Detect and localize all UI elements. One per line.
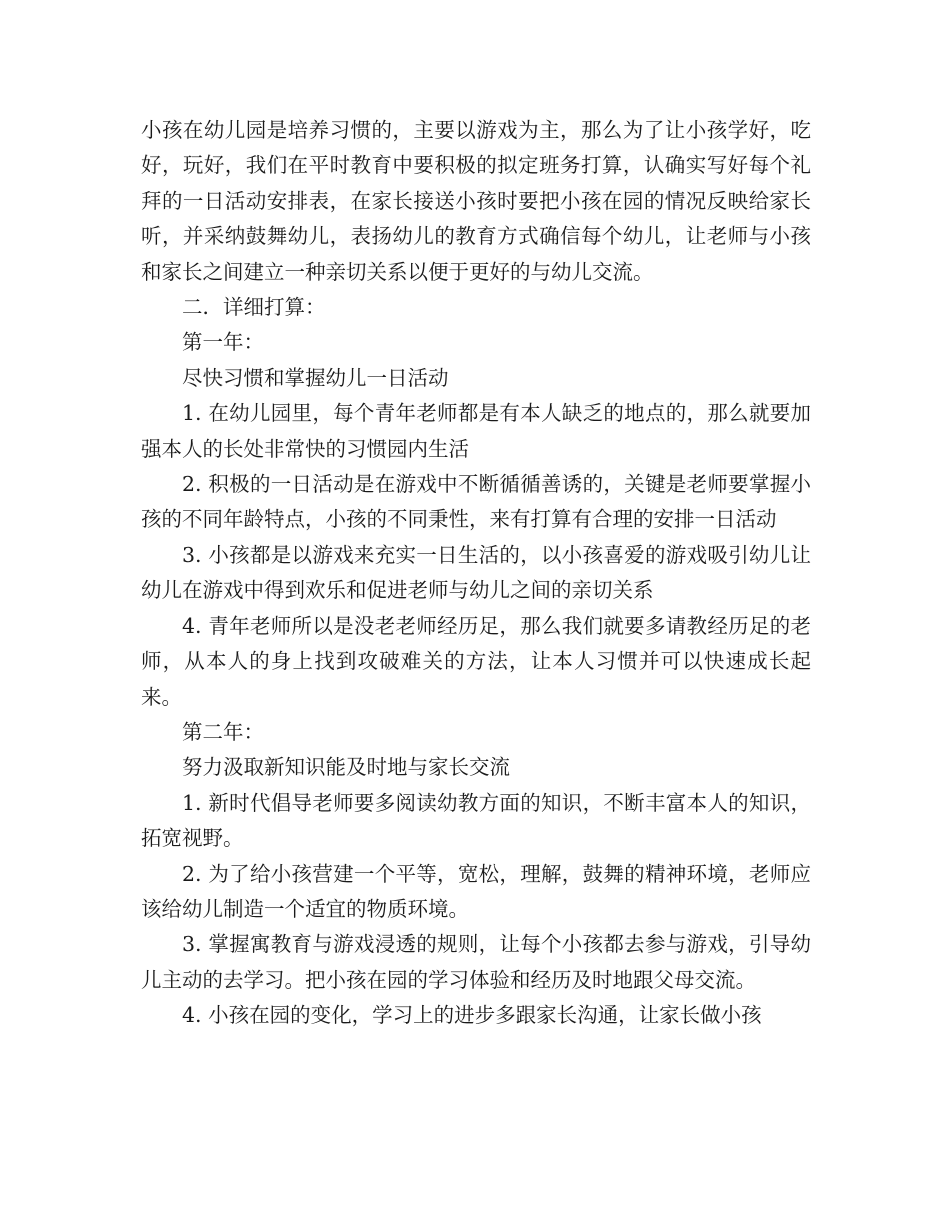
list-item: 1. 新时代倡导老师要多阅读幼教方面的知识，不断丰富本人的知识，拓宽视野。: [141, 790, 811, 851]
list-item: 2. 积极的一日活动是在游戏中不断循循善诱的，关键是老师要掌握小孩的不同年龄特点，小孩的不同秉性，来有打算有合理的安排一日活动: [141, 472, 811, 532]
section-heading-detailed-plan: 二．详细打算：: [182, 295, 326, 320]
list-item: 1. 在幼儿园里，每个青年老师都是有本人缺乏的地点的，那么就要加强本人的长处非常快的习惯园内生活: [141, 401, 811, 461]
list-item: 4. 青年老师所以是没老老师经历足，那么我们就要多请教经历足的老师，从本人的身上找到攻破难关的方法，让本人习惯并可以快速成长起来。: [141, 613, 811, 709]
paragraph-intro: 小孩在幼儿园是培养习惯的，主要以游戏为主，那么为了让小孩学好，吃好，玩好，我们在平时教育中要积极的拟定班务打算，认确实写好每个礼拜的一日活动安排表，在家长接送小孩时要把小孩在园的情况反映给家长听，并采纳鼓舞幼儿，表扬幼儿的教育方式确信每个幼儿，让老师与小孩和家长之间建立一种亲切关系以便于更好的与幼儿交流。: [141, 118, 811, 284]
year-heading-second: 第二年：: [182, 719, 264, 744]
list-item: 2. 为了给小孩营建一个平等，宽松，理解，鼓舞的精神环境，老师应该给幼儿制造一个适宜的物质环境。: [141, 861, 811, 921]
year-heading-first: 第一年：: [182, 330, 264, 355]
list-item: 3. 小孩都是以游戏来充实一日生活的，以小孩喜爱的游戏吸引幼儿让幼儿在游戏中得到欢乐和促进老师与幼儿之间的亲切关系: [141, 542, 811, 603]
list-item: 4. 小孩在园的变化，学习上的进步多跟家长沟通，让家长做小孩: [182, 1003, 762, 1028]
year-goal-first: 尽快习惯和掌握幼儿一日活动: [182, 365, 449, 390]
year-goal-second: 努力汲取新知识能及时地与家长交流: [182, 755, 510, 780]
list-item: 3. 掌握寓教育与游戏浸透的规则，让每个小孩都去参与游戏，引导幼儿主动的去学习。把小孩在园的学习体验和经历及时地跟父母交流。: [141, 932, 811, 992]
document-body: [141, 113, 811, 1034]
